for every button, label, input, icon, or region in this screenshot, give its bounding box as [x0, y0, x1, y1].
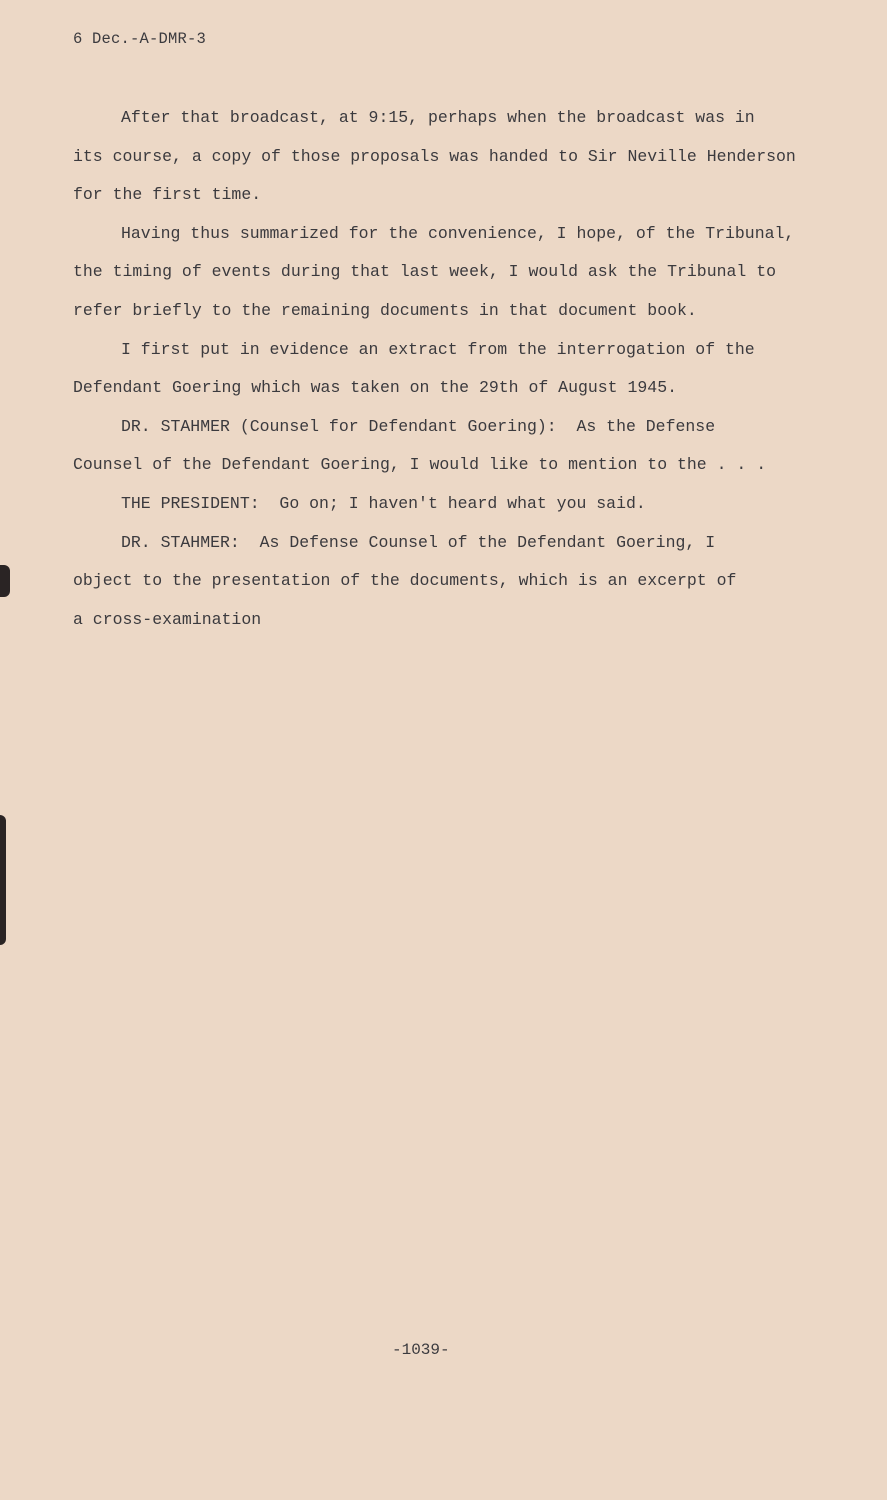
- binding-edge: [0, 0, 14, 1500]
- text-line: Defendant Goering which was taken on the 29th of August 1945.: [73, 378, 677, 398]
- document-reference-code: 6 Dec.-A-DMR-3: [73, 30, 207, 48]
- text-line: DR. STAHMER (Counsel for Defendant Goering): As the Defense: [121, 416, 716, 436]
- text-line: Having thus summarized for the convenience, I hope, of the Tribunal,: [121, 223, 795, 243]
- paragraph: [73, 413, 853, 490]
- paragraph: [73, 104, 853, 220]
- paragraph: [73, 220, 853, 336]
- binding-hole-mark: [0, 565, 10, 597]
- paragraph: [73, 336, 853, 413]
- text-line: DR. STAHMER: As Defense Counsel of the Defendant Goering, I: [121, 532, 716, 552]
- text-line: for the first time.: [73, 185, 262, 205]
- paragraph: [73, 529, 853, 645]
- text-line: its course, a copy of those proposals was handed to Sir Neville Henderson: [73, 146, 796, 166]
- text-line: After that broadcast, at 9:15, perhaps when the broadcast was in: [121, 108, 755, 127]
- text-line: refer briefly to the remaining documents in that document book.: [73, 300, 697, 320]
- transcript-body: [73, 104, 853, 644]
- page-number: -1039-: [392, 1341, 450, 1359]
- text-line: I first put in evidence an extract from the interrogation of the: [121, 339, 755, 359]
- text-line: object to the presentation of the documents, which is an excerpt of: [73, 571, 737, 591]
- text-line: Counsel of the Defendant Goering, I would like to mention to the . . .: [73, 455, 767, 475]
- text-line: the timing of events during that last week, I would ask the Tribunal to: [73, 262, 777, 282]
- text-line: a cross-examination: [73, 609, 262, 629]
- text-line: THE PRESIDENT: Go on; I haven't heard what you said.: [121, 493, 646, 513]
- torn-edge-mark: [0, 815, 6, 945]
- paragraph: [73, 490, 853, 529]
